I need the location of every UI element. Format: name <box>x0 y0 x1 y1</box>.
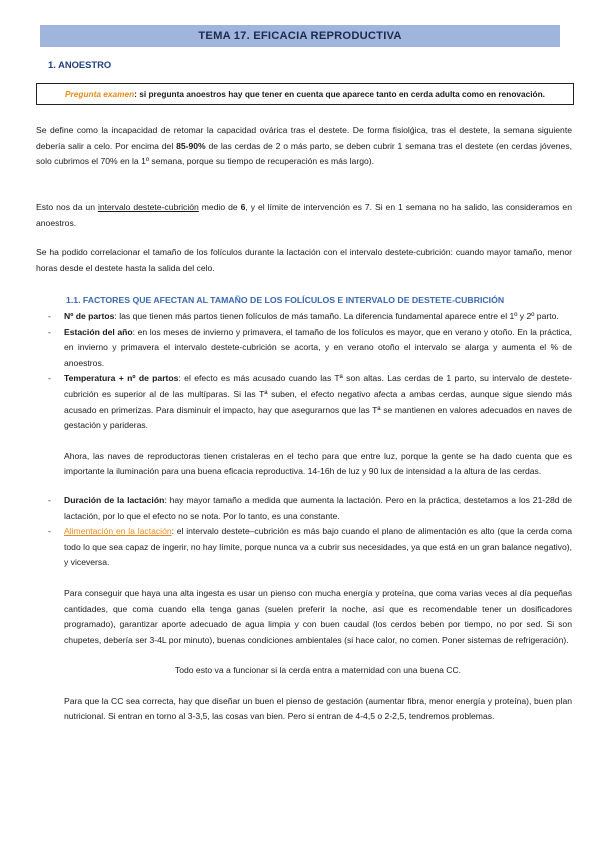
paragraph-definition-text-2: de las cerdas de 2 o más parto, se deben cubrir 1 semana tras el destete (en cerdas jóvenes, solo cubrimos el 70% en la 1º semana, porque su tiempo de recuperación es más largo). <box>36 140 572 167</box>
exam-note-label: Pregunta examen <box>65 89 135 99</box>
factor-label-estacion: Estación del año <box>64 326 133 337</box>
factor-label-alimentacion: Alimentación en la lactación <box>64 526 172 537</box>
paragraph-intervalo <box>36 200 572 231</box>
section-heading-factores: 1.1. FACTORES QUE AFECTAN AL TAMAÑO DE LOS FOLÍCULOS E INTERVALO DE DESTETE-CUBRICIÓN <box>66 295 505 305</box>
factor-label-partos: Nº de partos <box>64 311 115 321</box>
factor-text-partos: : las que tienen más partos tienen folículos de más tamaño. La diferencia fundamental aparece entre el 1º y 2º parto. <box>114 311 559 321</box>
paragraph-intervalo-bold: 6 <box>240 202 246 212</box>
factor-label-temperatura: Temperatura + nº de partos <box>64 373 179 384</box>
factor-item-temperatura <box>48 371 572 480</box>
factor-text-temperatura: : el efecto es más acusado cuando las Tª son altas. Las cerdas de 1 parto, su intervalo de destete-cubrición es superior al de las multíparas. Si las Tª suben, el efecto negativo afecta a ambas cerdas, aunque sigue siendo más acusado en primerizas. Para disminuir el impacto, hay que asegurarnos que las Tª se mantienen en valores adecuados en naves de gestación y parideras. <box>64 373 573 431</box>
page-title: TEMA 17. EFICACIA REPRODUCTIVA <box>198 30 402 42</box>
factors-list <box>48 309 572 725</box>
factor-alimentacion-subparagraph-2: Todo esto va a funcionar si la cerda entra a maternidad con una buena CC. <box>174 665 462 676</box>
paragraph-definition <box>36 123 572 170</box>
paragraph-definition-text-1: Se define como la incapacidad de retomar la capacidad ovárica tras el destete. De forma fisiolǵica, tras el destete, la semana siguiente debería salir a celo. Por encima del <box>36 125 572 151</box>
paragraph-intervalo-underline: intervalo destete-cubrición <box>97 202 199 212</box>
exam-note-text: : si pregunta anoestros hay que tener en cuenta que aparece tanto en cerda adulta como en renovación. <box>134 89 545 99</box>
factor-temperatura-subparagraph: Ahora, las naves de reproductoras tienen cristaleras en el techo para que entre luz, porque la gente se ha dado cuenta que es importante la iluminación para una buena eficacia reproductiva. 14-16h de luz y 90 lux de intensidad a la altura de las cerdas. <box>64 450 572 477</box>
factor-item-duracion <box>48 493 572 524</box>
page-title-banner <box>40 25 560 47</box>
factor-text-duracion: : hay mayor tamaño a medida que aumenta la lactación. Pero en la práctica, destetamos a los 21-28d de lactación, por lo que el efecto no se nota. Por lo tanto, es una constante. <box>64 494 573 521</box>
factor-label-duracion: Duración de la lactación <box>64 494 165 505</box>
factor-alimentacion-subparagraph-3: Para que la CC sea correcta, hay que diseñar un buen el pienso de gestación (aumentar fibra, menor energía y proteína), buen plan nutricional. Si entran en torno al 3-3,5, las cosas van bien. Pero si entran de 4-4,5 o 2-2,5, tendremos problemas. <box>64 695 572 722</box>
factor-item-partos <box>48 309 572 325</box>
factor-item-alimentacion <box>48 524 572 725</box>
paragraph-intervalo-text-3: , y el límite de intervención es 7. Si en 1 semana no ha salido, las consideramos en anoestros. <box>36 202 572 228</box>
factor-item-estacion <box>48 325 572 372</box>
paragraph-intervalo-text-2: medio de <box>198 202 241 212</box>
paragraph-definition-bold: 85-90% <box>176 140 206 151</box>
factor-text-estacion: : en los meses de invierno y primavera, el tamaño de los folículos es mayor, que en verano y otoño. En la práctica, en invierno y primavera el intervalo destete-cubrición se acorta, y en verano otoño el intervalo se alarga y aumenta el % de anoestros. <box>64 326 572 368</box>
factor-alimentacion-subparagraph-1: Para conseguir que haya una alta ingesta es usar un pienso con mucha energía y proteína, que coma varias veces al día pequeñas cantidades, que coma cuando ella tenga ganas (suelen preferir la noche, así que es recomendable tener un dosificadores programado), garantizar aporte adecuado de agua limpia y con buen caudal (los cerdos beben por tiempo, no por sed. Si son chupetes, debería ser 3-4L por minuto), buenas condiciones ambientales (si hace calor, no comen. Poner sistemas de refrigeración). <box>64 587 572 645</box>
paragraph-intervalo-text-1: Esto nos da un <box>36 202 98 212</box>
paragraph-foliculos: Se ha podido correlacionar el tamaño de los folículos durante la lactación con el intervalo destete-cubrición: cuando mayor tamaño, menor horas desde el destete hasta la salida del celo. <box>36 247 572 273</box>
section-heading-anoestro: 1. ANOESTRO <box>48 59 112 70</box>
factor-text-alimentacion: : el intervalo destete–cubrición es más bajo cuando el plano de alimentación es alto (que la cerda coma todo lo que sea capaz de ingerir, no hay límite, porque nunca va a cubrir sus necesidades, ya que está en un gran balance negativo), y viceversa. <box>64 526 572 568</box>
exam-note-box <box>36 83 574 105</box>
